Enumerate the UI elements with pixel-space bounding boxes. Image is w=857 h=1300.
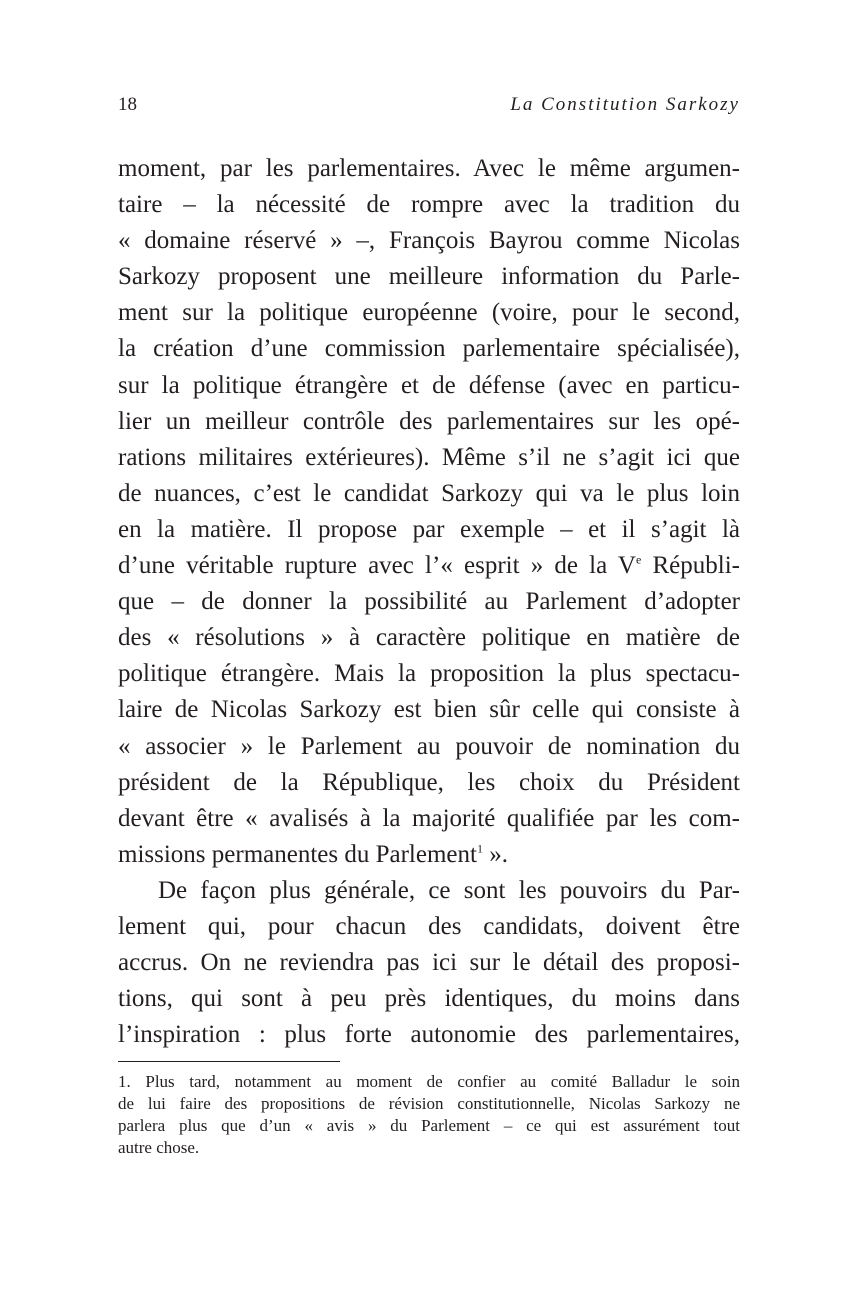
text-line: Sarkozy proposent une meilleure information du Parle- bbox=[118, 263, 740, 291]
text-line: lier un meilleur contrôle des parlementaires sur les opé- bbox=[118, 407, 740, 435]
footnote-divider bbox=[118, 1061, 340, 1062]
footnote-line: de lui faire des propositions de révision constitutionnelle, Nicolas Sarkozy ne bbox=[118, 1094, 740, 1113]
text-line: la création d’une commission parlementaire spécialisée), bbox=[118, 335, 740, 363]
text-line: politique étrangère. Mais la proposition la plus spectacu- bbox=[118, 660, 740, 688]
text-line: de nuances, c’est le candidat Sarkozy qui va le plus loin bbox=[118, 479, 740, 507]
paragraph-1 bbox=[118, 151, 740, 873]
text-line: des « résolutions » à caractère politique en matière de bbox=[118, 624, 740, 652]
running-title: La Constitution Sarkozy bbox=[510, 94, 740, 115]
text-line: l’inspiration : plus forte autonomie des parlementaires, bbox=[118, 1021, 740, 1049]
text-line: tions, qui sont à peu près identiques, du moins dans bbox=[118, 985, 740, 1013]
page-number: 18 bbox=[118, 94, 137, 115]
text-line: en la matière. Il propose par exemple – et il s’agit là bbox=[118, 515, 740, 543]
text-line: « associer » le Parlement au pouvoir de nomination du bbox=[118, 732, 740, 760]
text-line: taire – la nécessité de rompre avec la tradition du bbox=[118, 191, 740, 219]
text-line bbox=[118, 548, 740, 584]
text-line: De façon plus générale, ce sont les pouvoirs du Par- bbox=[158, 876, 740, 904]
line-text: Républi- bbox=[641, 552, 740, 580]
footnote-ref: 1 bbox=[476, 841, 483, 856]
text-line bbox=[118, 837, 740, 873]
text-line: lement qui, pour chacun des candidats, doivent être bbox=[118, 912, 740, 940]
line-text: ». bbox=[482, 840, 508, 868]
text-line: moment, par les parlementaires. Avec le même argumen- bbox=[118, 155, 740, 182]
footnote-line: 1. Plus tard, notamment au moment de confier au comité Balladur le soin bbox=[118, 1072, 740, 1091]
text-line: ment sur la politique européenne (voire, pour le second, bbox=[118, 299, 740, 327]
footnote-line: parlera plus que d’un « avis » du Parlement – ce qui est assurément tout bbox=[118, 1116, 740, 1135]
text-line: rations militaires extérieures). Même s’il ne s’agit ici que bbox=[118, 443, 740, 471]
text-line: que – de donner la possibilité au Parlement d’adopter bbox=[118, 588, 740, 616]
line-text: d’une véritable rupture avec l’« esprit » de la V bbox=[118, 552, 636, 580]
text-line: accrus. On ne reviendra pas ici sur le détail des proposi- bbox=[118, 949, 740, 977]
line-text: missions permanentes du Parlement bbox=[118, 840, 477, 868]
running-header bbox=[118, 94, 740, 120]
paragraph-2 bbox=[118, 873, 740, 1053]
text-line: devant être « avalisés à la majorité qualifiée par les com- bbox=[118, 804, 740, 832]
body-text bbox=[118, 151, 740, 1053]
text-line: « domaine réservé » –, François Bayrou comme Nicolas bbox=[118, 227, 740, 255]
text-line: sur la politique étrangère et de défense (avec en particu- bbox=[118, 371, 740, 399]
footnote bbox=[118, 1071, 740, 1159]
text-line: laire de Nicolas Sarkozy est bien sûr celle qui consiste à bbox=[118, 696, 740, 724]
footnote-line: autre chose. bbox=[118, 1138, 200, 1157]
text-line: président de la République, les choix du Président bbox=[118, 768, 740, 796]
superscript-e: e bbox=[635, 552, 642, 567]
